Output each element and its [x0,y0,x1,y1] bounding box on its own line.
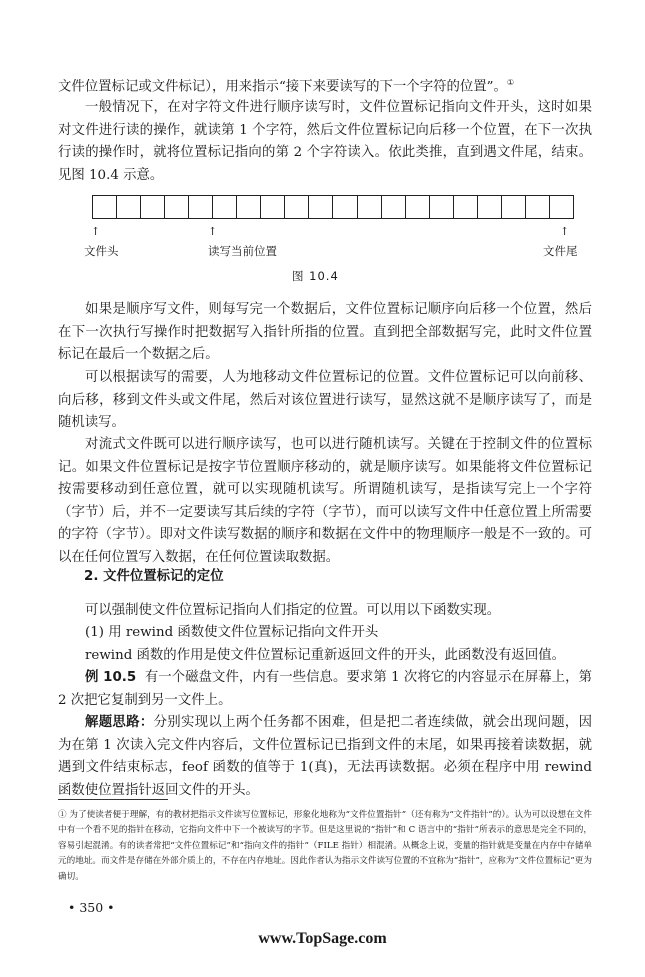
file-byte-cell [237,196,261,218]
footnote: ① 为了使读者便于理解，有的教材把指示文件读写位置标记，形象化地称为“文件位置指针”（还有称为“文件指针”的）。认为可以设想在文件中有一个看不见的指针在移动，它指向文件中下一个被读写的字节。但是这里说的“指针”和 C 语言中的“指针”所表示的意思是完全不同的，容易引起混淆。有的读者常把“文件位置标记”和“指向文件的指针”（FILE 指针）相混淆。从概念上说，变量的指针就是变量在内存中存储单元的地址。而文件是存储在外部介质上的，不存在内存地址。因此作者认为指示文件读写位置的不宜称为“指针”，应称为“文件位置标记”更为确切。 [58,810,592,882]
paragraph-7: rewind 函数的作用是使文件位置标记重新返回文件的开头，此函数没有返回值。 [85,648,566,663]
website-footer: www.TopSage.com [258,930,387,947]
paragraph-3: 可以根据读写的需要，人为地移动文件位置标记的位置。文件位置标记可以向前移、向后移，移到文件头或文件尾，然后对该位置进行读写，显然这就不是顺序读写了，而是随机读写。 [58,370,592,431]
file-diagram [92,195,574,219]
file-byte-cell [478,196,502,218]
file-byte-cell [261,196,285,218]
figure-caption: 图 10.4 [292,269,339,283]
file-byte-cell [406,196,430,218]
file-byte-cell [526,196,550,218]
file-byte-cell [285,196,309,218]
file-byte-cell [358,196,382,218]
section-heading: 2. 文件位置标记的定位 [84,569,224,584]
solution-paragraph [58,712,592,802]
label-current-position: 读写当前位置 [208,244,277,258]
paragraph-6: (1) 用 rewind 函数使文件位置标记指向文件开头 [85,625,379,640]
file-byte-cell [117,196,141,218]
file-byte-cell [454,196,478,218]
arrow-up-icon: ↑ [208,225,218,238]
file-byte-cell [309,196,333,218]
file-byte-cell [502,196,526,218]
solution-text: 分别实现以上两个任务都不困难，但是把二者连续做，就会出现问题，因为在第 1 次读入完文件内容后，文件位置标记已指到文件的末尾，如果再接着读数据，就遇到文件结束标志，feof 函数的值等于 1(真)，无法再读数据。必须在程序中用 rewind 函数使位置指针返回文件的开头。 [58,715,593,798]
arrow-up-icon: ↑ [91,225,101,238]
file-byte-cell [550,196,573,218]
label-file-tail: 文件尾 [543,244,578,258]
paragraph-0-text: 文件位置标记或文件标记），用来指示“接下来要读写的下一个字符的位置”。 [58,79,507,95]
example-text: 有一个磁盘文件，内有一些信息。要求第 1 次将它的内容显示在屏幕上，第 2 次把它复制到另一文件上。 [58,670,593,708]
solution-label: 解题思路： [85,715,154,730]
example-label: 例 10.5 [85,670,137,685]
paragraph-2: 如果是顺序写文件，则每写完一个数据后，文件位置标记顺序向后移一个位置，然后在下一次执行写操作时把数据写入指针所指的位置。直到把全部数据写完，此时文件位置标记在最后一个数据之后。 [58,302,592,363]
paragraph-1: 一般情况下，在对字符文件进行顺序读写时，文件位置标记指向文件开头，这时如果对文件进行读的操作，就读第 1 个字符，然后文件位置标记向后移一个位置，在下一次执行读的操作时，就将位置标记指向的第 2 个字符读入。依此类推，直到遇文件尾，结束。见图 10.4 示意。 [58,100,592,183]
file-byte-cell [333,196,357,218]
file-byte-cell [213,196,237,218]
file-byte-cell [382,196,406,218]
arrow-up-icon: ↑ [560,225,570,238]
paragraph-4: 对流式文件既可以进行顺序读写，也可以进行随机读写。关键在于控制文件的位置标记。如果文件位置标记是按字节位置顺序移动的，就是顺序读写。如果能将文件位置标记按需要移动到任意位置，就可以实现随机读写。所谓随机读写，是指读写完上一个字符（字节）后，并不一定要读写其后续的字符（字节），而可以读写文件中任意位置上所需要的字符（字节）。即对文件读写数据的顺序和数据在文件中的物理顺序一般是不一致的。可以在任何位置写入数据，在任何位置读取数据。 [58,437,592,565]
paragraph-0 [58,72,592,99]
file-byte-cell [93,196,117,218]
footnote-rule [58,799,168,800]
footnote-marker: ① [506,78,515,87]
file-byte-cell [165,196,189,218]
file-byte-cell [189,196,213,218]
page-number: • 350 • [68,900,115,915]
example-10-5 [58,667,592,712]
file-byte-cell [430,196,454,218]
file-byte-cell [141,196,165,218]
label-file-head: 文件头 [84,244,119,258]
paragraph-5: 可以强制使文件位置标记指向人们指定的位置。可以用以下函数实现。 [85,603,501,618]
